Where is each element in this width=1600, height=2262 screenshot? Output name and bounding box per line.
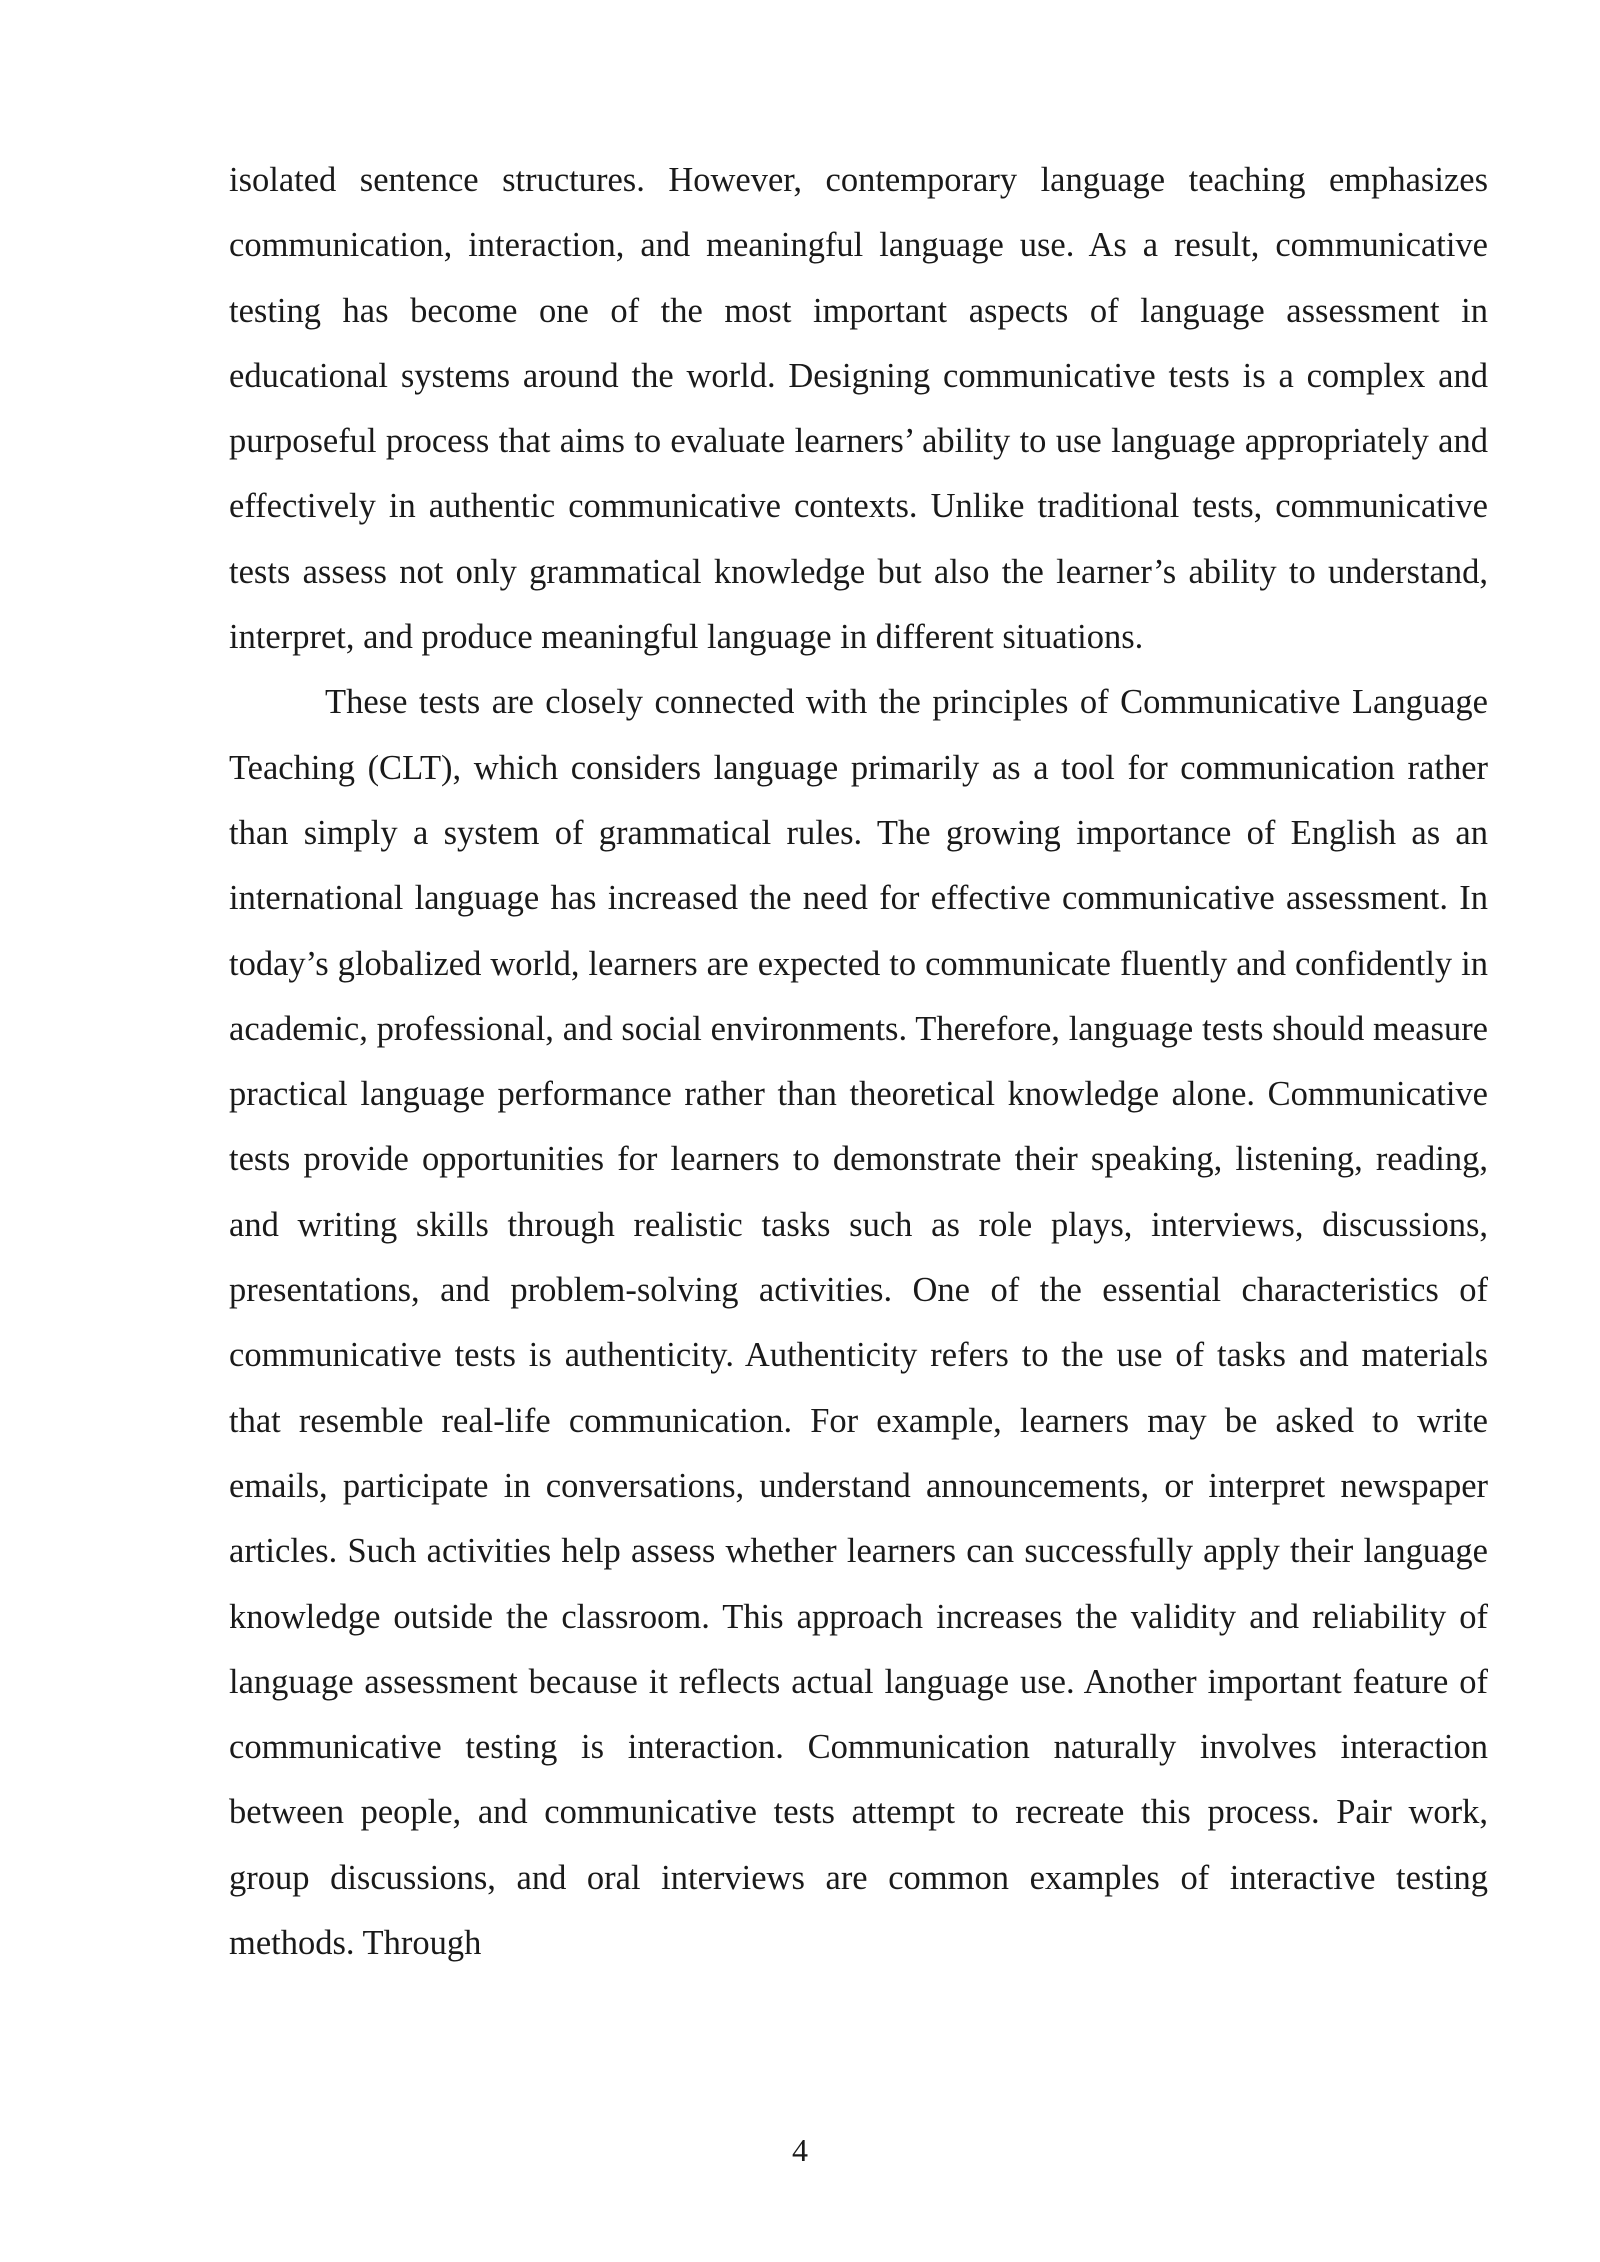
paragraph-continuation: isolated sentence structures. However, contemporary language teaching emphasizes communication, interaction, and meaningful language use. As a result, communicative testing has become one of the most important aspects of language assessment in educational systems around the world. Designing communicative tests is a complex and purposeful process that aims to evaluate learners’ ability to use language appropriately and effectively in authentic communicative contexts. Unlike traditional tests, communicative tests assess not only grammatical knowledge but also the learner’s ability to understand, interpret, and produce meaningful language in different situations. — [229, 161, 1488, 657]
body-text — [229, 148, 1488, 1976]
paragraph-clt: These tests are closely connected with the principles of Communicative Language Teaching (CLT), which considers language primarily as a tool for communication rather than simply a system of grammatical rules. The growing importance of English as an international language has increased the need for effective communicative assessment. In today’s globalized world, learners are expected to communicate fluently and confidently in academic, professional, and social environments. Therefore, language tests should measure practical language performance rather than theoretical knowledge alone. Communicative tests provide opportunities for learners to demonstrate their speaking, listening, reading, and writing skills through realistic tasks such as role plays, interviews, discussions, presentations, and problem-solving activities. One of the essential characteristics of communicative tests is authenticity. Authenticity refers to the use of tasks and materials that resemble real-life communication. For example, learners may be asked to write emails, participate in conversations, understand announcements, or interpret newspaper articles. Such activities help assess whether learners can successfully apply their language knowledge outside the classroom. This approach increases the validity and reliability of language assessment because it reflects actual language use. Another important feature of communicative testing is interaction. Communication naturally involves interaction between people, and communicative tests attempt to recreate this process. Pair work, group discussions, and oral interviews are common examples of interactive testing methods. Through — [229, 683, 1488, 1963]
page-number: 4 — [792, 2132, 808, 2168]
